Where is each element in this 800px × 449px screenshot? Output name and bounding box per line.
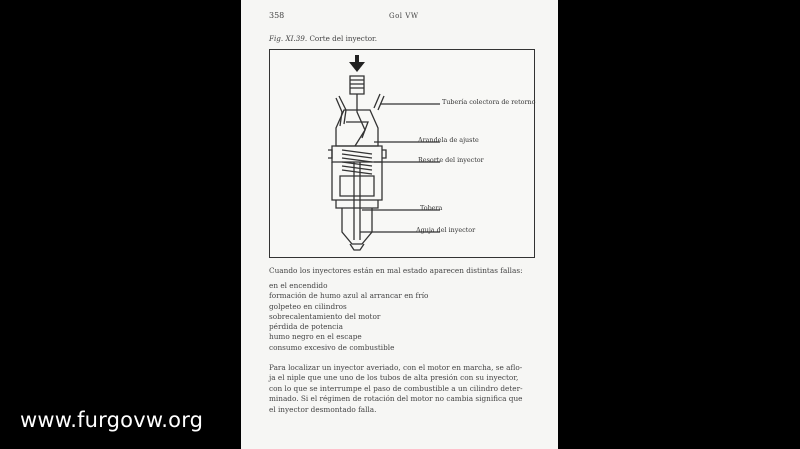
injector-figure bbox=[269, 49, 535, 258]
injector-cutaway-drawing bbox=[270, 50, 536, 259]
paragraph-line: ja el niple que une uno de los tubos de alta presión con su inyector, bbox=[269, 373, 519, 383]
callout-return-pipe: Tubería colectora de retorno bbox=[442, 98, 536, 106]
list-item: consumo excesivo de combustible bbox=[269, 342, 395, 352]
list-item: en el encendido bbox=[269, 281, 328, 290]
paragraph-line: con lo que se interrumpe el paso de combustible a un cilindro deter- bbox=[269, 383, 523, 393]
page-number: 358 bbox=[269, 11, 285, 20]
book-page bbox=[241, 0, 558, 449]
list-item: golpeteo en cilindros bbox=[269, 301, 347, 311]
list-item: pérdida de potencia bbox=[269, 322, 343, 332]
figure-caption bbox=[269, 34, 377, 43]
running-title: Gol VW bbox=[389, 12, 419, 20]
faults-list bbox=[269, 281, 428, 353]
figure-caption-text: Corte del inyector. bbox=[309, 34, 377, 43]
list-item: humo negro en el escape bbox=[269, 332, 362, 342]
paragraph-line: minado. Si el régimen de rotación del motor no cambia significa que bbox=[269, 394, 523, 404]
site-watermark: www.furgovw.org bbox=[20, 408, 204, 432]
list-item: sobrecalentamiento del motor bbox=[269, 311, 381, 321]
callout-injector-needle: Aguja del inyector bbox=[416, 226, 476, 234]
callout-adjusting-washer: Arandela de ajuste bbox=[418, 136, 479, 144]
diagnosis-paragraph bbox=[269, 363, 535, 415]
callout-nozzle: Tobera bbox=[420, 204, 443, 212]
paragraph-line: Para localizar un inyector averiado, con el motor en marcha, se aflo- bbox=[269, 363, 523, 372]
figure-caption-ref: Fig. XI.39. bbox=[269, 34, 308, 43]
paragraph-line: el inyector desmontado falla. bbox=[269, 404, 377, 414]
list-item: formación de humo azul al arrancar en frío bbox=[269, 291, 429, 301]
faults-intro: Cuando los inyectores están en mal estado aparecen distintas fallas: bbox=[269, 266, 523, 275]
callout-injector-spring: Resorte del inyector bbox=[418, 156, 484, 164]
